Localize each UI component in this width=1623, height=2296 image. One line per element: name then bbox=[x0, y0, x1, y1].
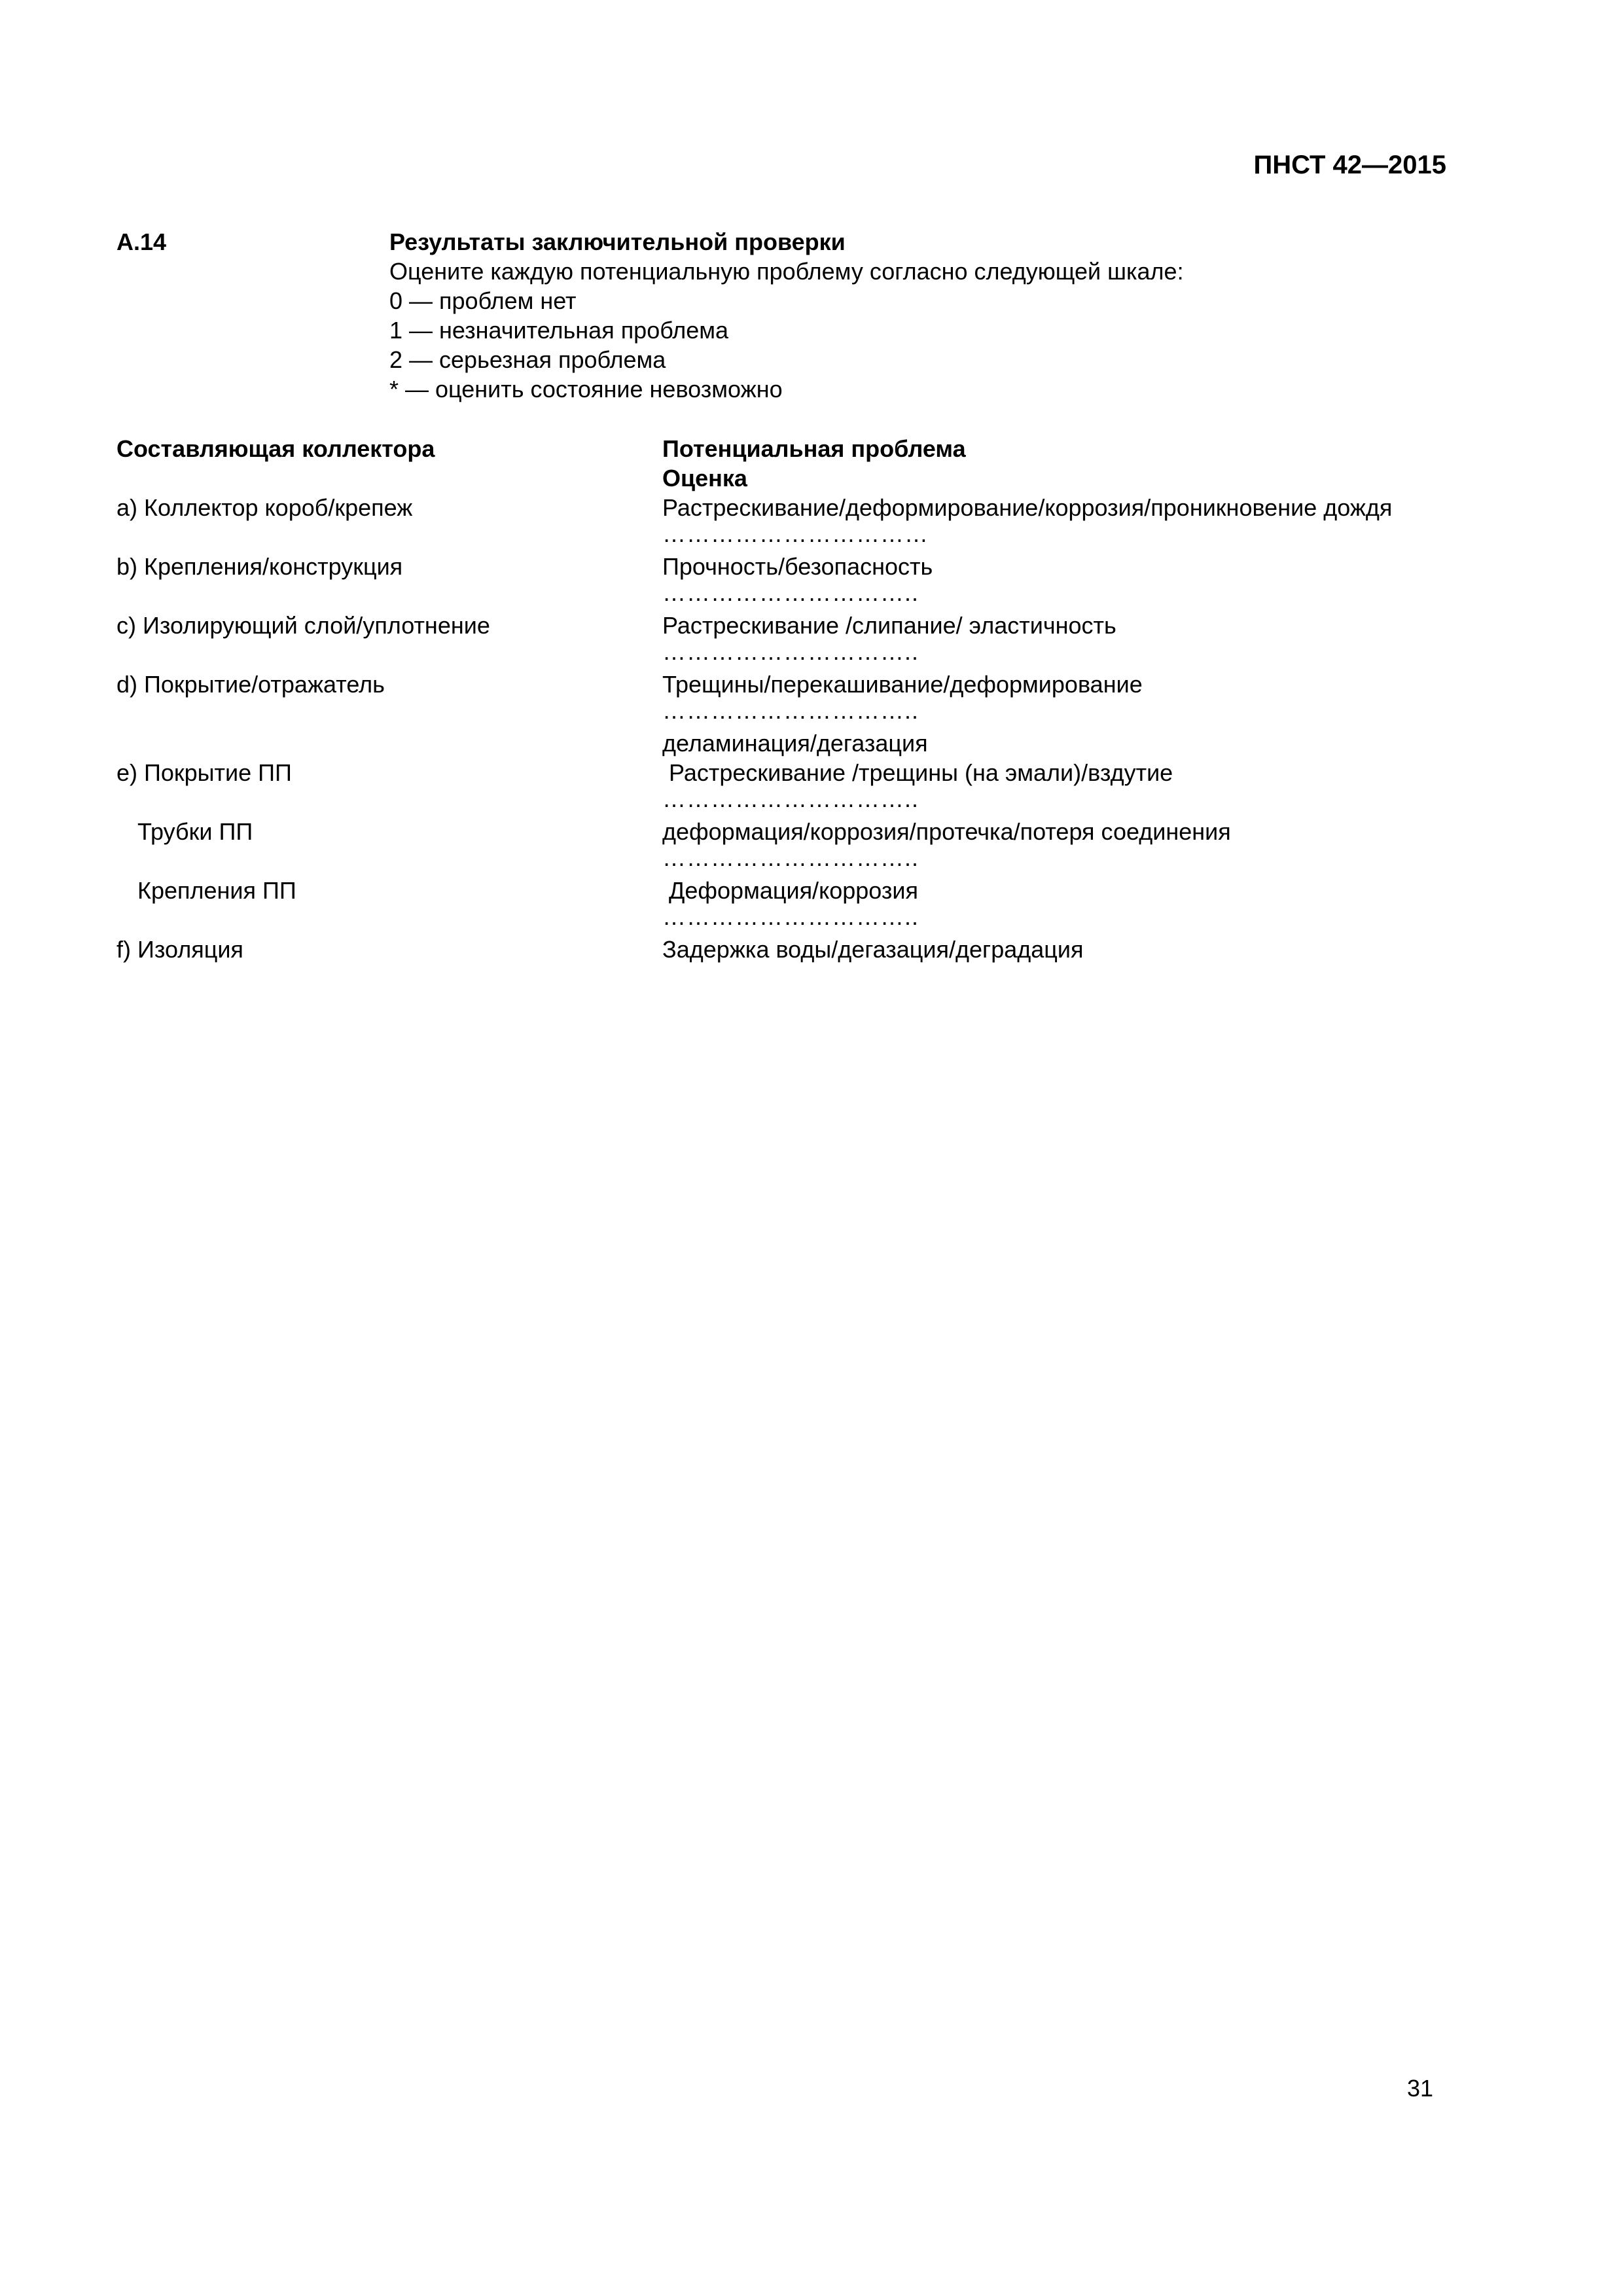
column-header-component: Составляющая коллектора bbox=[116, 435, 435, 462]
problem-text: Прочность/безопасность bbox=[662, 553, 933, 580]
problem-text: Задержка воды/дегазация/деградация bbox=[662, 936, 1084, 963]
problem-text-extra: деламинация/дегазация bbox=[662, 730, 928, 757]
problem-cell bbox=[662, 935, 1083, 964]
scale-item: 0 — проблем нет bbox=[389, 287, 577, 314]
table-row bbox=[116, 611, 1458, 670]
component-label: f) Изоляция bbox=[116, 936, 243, 963]
column-header-problem-block bbox=[662, 434, 966, 493]
rating-field[interactable]: ………………………….. bbox=[662, 785, 919, 812]
rating-field[interactable]: …………………………… bbox=[662, 520, 929, 547]
problem-cell bbox=[662, 758, 1173, 817]
table-row bbox=[116, 817, 1458, 876]
component-label: e) Покрытие ПП bbox=[116, 759, 292, 786]
section-title: Результаты заключительной проверки bbox=[389, 228, 846, 255]
section-instruction: Оцените каждую потенциальную проблему согласно следующей шкале: bbox=[389, 258, 1184, 285]
problem-cell bbox=[662, 552, 933, 611]
table-row bbox=[116, 935, 1458, 994]
scale-item: * — оценить состояние невозможно bbox=[389, 376, 783, 403]
page-number: 31 bbox=[1406, 2075, 1433, 2102]
problem-text: Растрескивание /слипание/ эластичность bbox=[662, 612, 1116, 639]
problem-text: Растрескивание /трещины (на эмали)/вздутие bbox=[662, 759, 1173, 786]
problem-cell bbox=[662, 493, 1392, 552]
problem-text: Растрескивание/деформирование/коррозия/проникновение дождя bbox=[662, 494, 1393, 521]
problem-cell bbox=[662, 817, 1231, 876]
rating-field[interactable]: ………………………….. bbox=[662, 697, 919, 724]
component-label: c) Изолирующий слой/уплотнение bbox=[116, 612, 490, 639]
component-label: a) Коллектор короб/крепеж bbox=[116, 494, 413, 521]
problem-cell bbox=[662, 611, 1116, 670]
table-row bbox=[116, 876, 1458, 935]
problem-text: Трещины/перекашивание/деформирование bbox=[662, 671, 1143, 698]
component-label: Крепления ПП bbox=[137, 877, 296, 904]
table-row bbox=[116, 758, 1458, 817]
rating-field[interactable]: ………………………….. bbox=[662, 903, 919, 930]
problem-text: деформация/коррозия/протечка/потеря соединения bbox=[662, 818, 1231, 845]
scale-item: 2 — серьезная проблема bbox=[389, 346, 666, 373]
section-number: А.14 bbox=[116, 228, 167, 255]
inspection-table bbox=[116, 493, 1458, 994]
table-row bbox=[116, 552, 1458, 611]
column-header-problem: Потенциальная проблема bbox=[662, 435, 966, 462]
problem-text: Деформация/коррозия bbox=[662, 877, 919, 904]
component-label: Трубки ПП bbox=[137, 818, 253, 845]
component-label: b) Крепления/конструкция bbox=[116, 553, 403, 580]
document-code: ПНСТ 42—2015 bbox=[1253, 151, 1446, 179]
rating-field[interactable]: ………………………….. bbox=[662, 579, 919, 606]
rating-field[interactable]: ………………………….. bbox=[662, 844, 919, 871]
problem-cell bbox=[662, 876, 919, 935]
table-row bbox=[116, 670, 1458, 758]
table-row bbox=[116, 493, 1458, 552]
problem-cell bbox=[662, 670, 1143, 758]
scale-item: 1 — незначительная проблема bbox=[389, 317, 729, 344]
rating-field[interactable]: ………………………….. bbox=[662, 638, 919, 665]
section-block bbox=[389, 227, 1184, 404]
column-header-rating: Оценка bbox=[662, 465, 747, 492]
component-label: d) Покрытие/отражатель bbox=[116, 671, 385, 698]
